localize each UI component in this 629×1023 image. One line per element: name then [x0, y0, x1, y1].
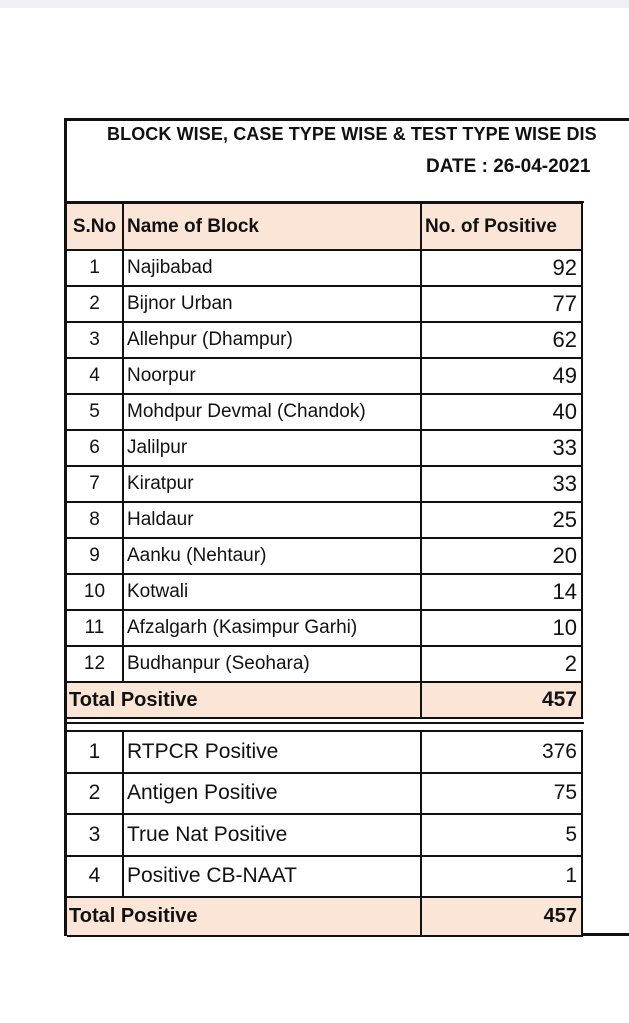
row-value: 1 — [421, 856, 582, 898]
row-name: Positive CB-NAAT — [123, 856, 421, 898]
col-block-name-header: Name of Block — [123, 203, 421, 250]
row-name: Allehpur (Dhampur) — [123, 322, 421, 358]
table-row — [67, 814, 582, 856]
row-value: 14 — [421, 574, 582, 610]
table-row — [67, 358, 582, 394]
table-row — [67, 610, 582, 646]
row-name: Najibabad — [123, 250, 421, 286]
row-sno: 8 — [67, 502, 123, 538]
test-type-table — [67, 730, 583, 937]
row-sno: 9 — [67, 538, 123, 574]
block-wise-table — [67, 202, 583, 719]
row-value: 92 — [421, 250, 582, 286]
table-row — [67, 773, 582, 815]
row-name: Bijnor Urban — [123, 286, 421, 322]
row-sno: 3 — [67, 814, 123, 856]
row-sno: 1 — [67, 731, 123, 773]
row-sno: 12 — [67, 646, 123, 682]
row-value: 33 — [421, 430, 582, 466]
row-value: 2 — [421, 646, 582, 682]
col-sno-header: S.No — [67, 203, 123, 250]
row-name: Kotwali — [123, 574, 421, 610]
row-sno: 10 — [67, 574, 123, 610]
report-date: DATE : 26-04-2021 — [426, 156, 591, 177]
table-header-row — [67, 203, 582, 250]
row-value: 5 — [421, 814, 582, 856]
row-name: Noorpur — [123, 358, 421, 394]
col-positive-header: No. of Positive — [421, 203, 582, 250]
table-row — [67, 574, 582, 610]
row-value: 20 — [421, 538, 582, 574]
row-sno: 2 — [67, 286, 123, 322]
table-row — [67, 538, 582, 574]
table-row — [67, 250, 582, 286]
row-sno: 7 — [67, 466, 123, 502]
row-sno: 2 — [67, 773, 123, 815]
row-value: 62 — [421, 322, 582, 358]
table-row — [67, 394, 582, 430]
row-name: True Nat Positive — [123, 814, 421, 856]
table-row — [67, 322, 582, 358]
row-name: RTPCR Positive — [123, 731, 421, 773]
total-positive-row — [67, 682, 582, 718]
total-positive-value: 457 — [421, 682, 582, 718]
row-value: 376 — [421, 731, 582, 773]
row-value: 75 — [421, 773, 582, 815]
row-sno: 1 — [67, 250, 123, 286]
row-name: Aanku (Nehtaur) — [123, 538, 421, 574]
section-divider — [64, 722, 584, 724]
top-bar — [0, 0, 629, 8]
table-row — [67, 502, 582, 538]
row-name: Antigen Positive — [123, 773, 421, 815]
row-value: 40 — [421, 394, 582, 430]
row-value: 77 — [421, 286, 582, 322]
total-positive-label: Total Positive — [67, 682, 421, 718]
row-value: 49 — [421, 358, 582, 394]
row-name: Haldaur — [123, 502, 421, 538]
table-row — [67, 466, 582, 502]
table-row — [67, 286, 582, 322]
row-value: 10 — [421, 610, 582, 646]
row-name: Budhanpur (Seohara) — [123, 646, 421, 682]
row-value: 33 — [421, 466, 582, 502]
row-sno: 5 — [67, 394, 123, 430]
row-sno: 4 — [67, 856, 123, 898]
table-row — [67, 646, 582, 682]
row-name: Afzalgarh (Kasimpur Garhi) — [123, 610, 421, 646]
row-name: Mohdpur Devmal (Chandok) — [123, 394, 421, 430]
total-positive-label: Total Positive — [67, 897, 421, 936]
row-sno: 4 — [67, 358, 123, 394]
total-positive-row — [67, 897, 582, 936]
table-row — [67, 430, 582, 466]
row-value: 25 — [421, 502, 582, 538]
row-name: Jalilpur — [123, 430, 421, 466]
row-name: Kiratpur — [123, 466, 421, 502]
row-sno: 11 — [67, 610, 123, 646]
table-row — [67, 731, 582, 773]
report-title: BLOCK WISE, CASE TYPE WISE & TEST TYPE WISE DIS — [107, 124, 597, 144]
total-positive-value: 457 — [421, 897, 582, 936]
table-row — [67, 856, 582, 898]
row-sno: 3 — [67, 322, 123, 358]
row-sno: 6 — [67, 430, 123, 466]
